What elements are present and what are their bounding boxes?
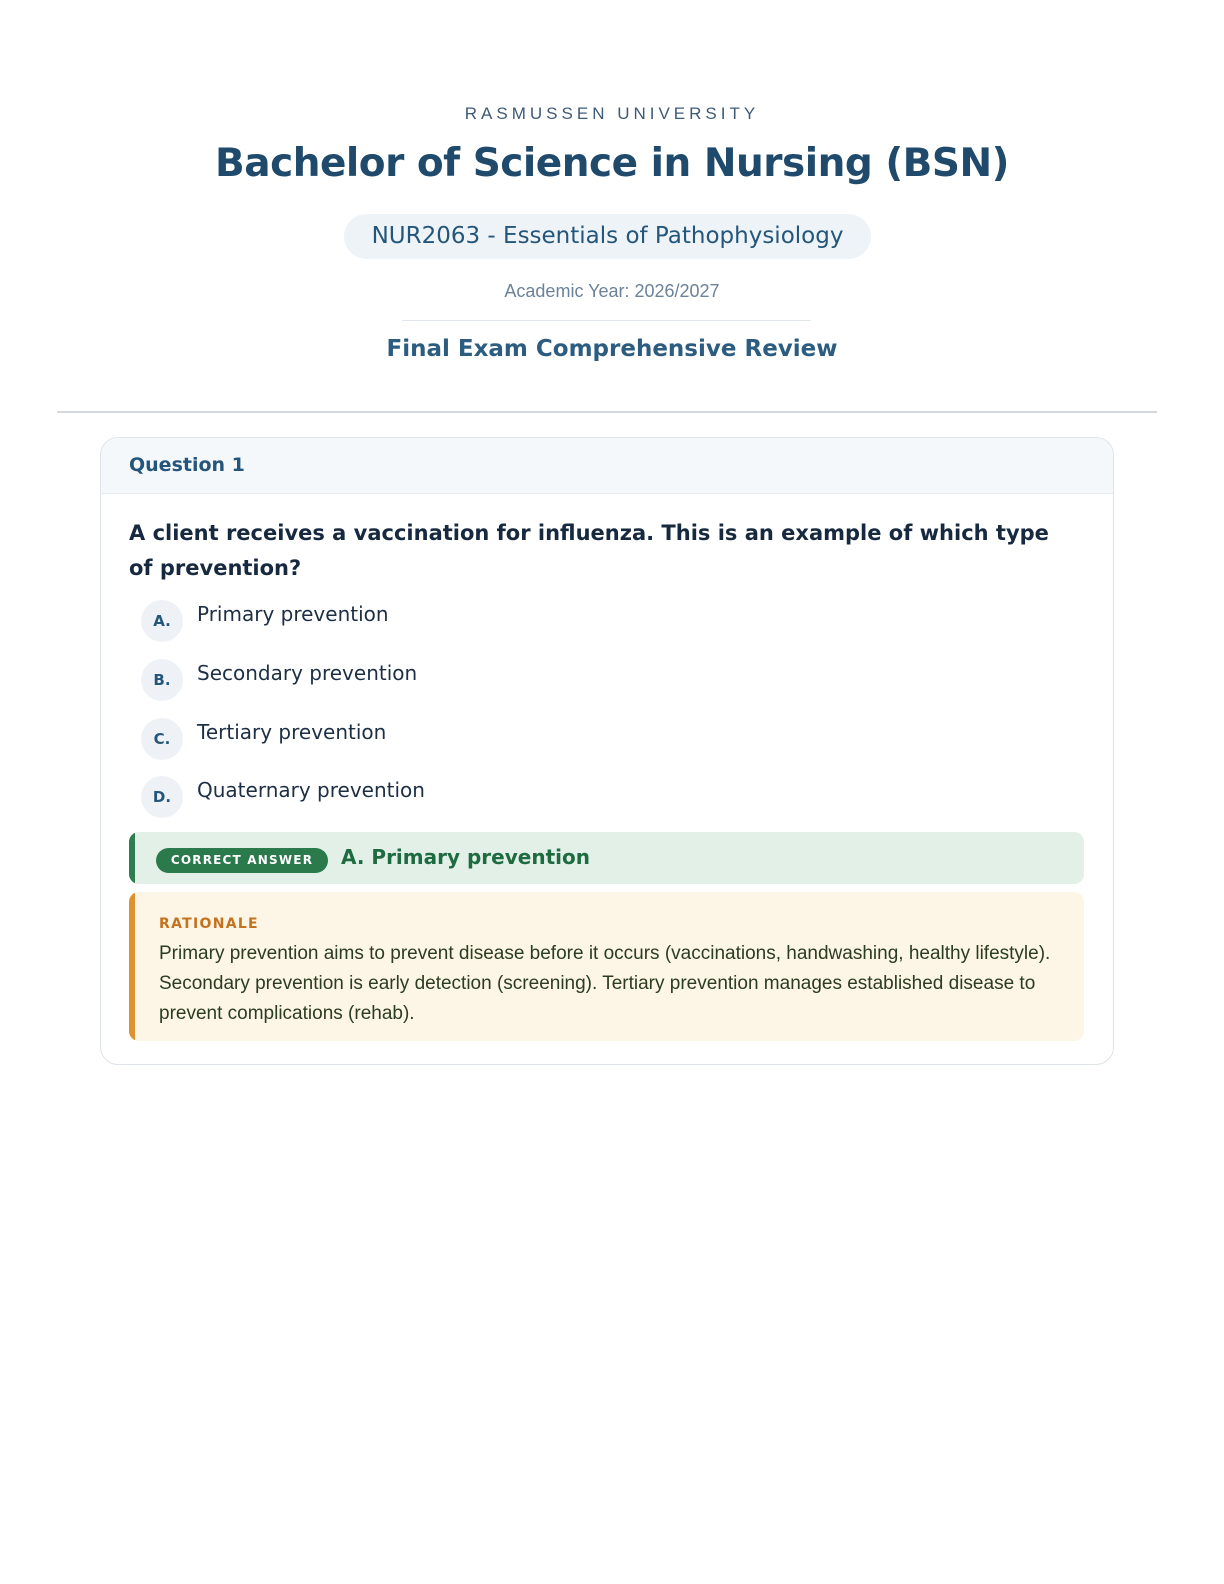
- question-card-header: [101, 438, 1113, 494]
- option-text: Primary prevention: [197, 602, 389, 626]
- option-b: [141, 659, 941, 699]
- rationale-panel: [129, 892, 1084, 1041]
- review-title: Final Exam Comprehensive Review: [386, 336, 838, 362]
- rationale-text: Primary prevention aims to prevent disease before it occurs (vaccinations, handwashing, healthy lifestyle). Secondary prevention is early detection (screening). Tertiary prevention manages established disease to prevent complications (rehab).: [159, 943, 1051, 1024]
- rationale-accent: [129, 892, 135, 1041]
- question-number: Question 1: [129, 454, 245, 476]
- correct-answer-panel: [129, 832, 1084, 884]
- option-d: [141, 776, 941, 816]
- correct-answer-text: A. Primary prevention: [341, 845, 590, 869]
- option-text: Quaternary prevention: [197, 778, 425, 802]
- option-letter: B.: [141, 659, 183, 701]
- correct-answer-accent: [129, 832, 135, 884]
- option-a: [141, 600, 941, 640]
- option-c: [141, 718, 941, 758]
- option-letter: A.: [141, 600, 183, 642]
- header-divider: [402, 320, 811, 321]
- option-text: Tertiary prevention: [197, 720, 387, 744]
- course-badge: NUR2063 - Essentials of Pathophysiology: [344, 214, 871, 259]
- option-letter: D.: [141, 776, 183, 818]
- university-name: RASMUSSEN UNIVERSITY: [464, 104, 760, 123]
- question-card: [100, 437, 1114, 1065]
- section-divider: [57, 411, 1157, 413]
- option-letter: C.: [141, 718, 183, 760]
- correct-answer-badge: CORRECT ANSWER: [156, 848, 328, 873]
- academic-year: Academic Year: 2026/2027: [504, 281, 720, 301]
- question-text: A client receives a vaccination for influenza. This is an example of which type of prevention?: [129, 521, 1049, 580]
- option-text: Secondary prevention: [197, 661, 418, 685]
- degree-title: Bachelor of Science in Nursing (BSN): [215, 141, 1009, 186]
- rationale-label: RATIONALE: [159, 916, 259, 932]
